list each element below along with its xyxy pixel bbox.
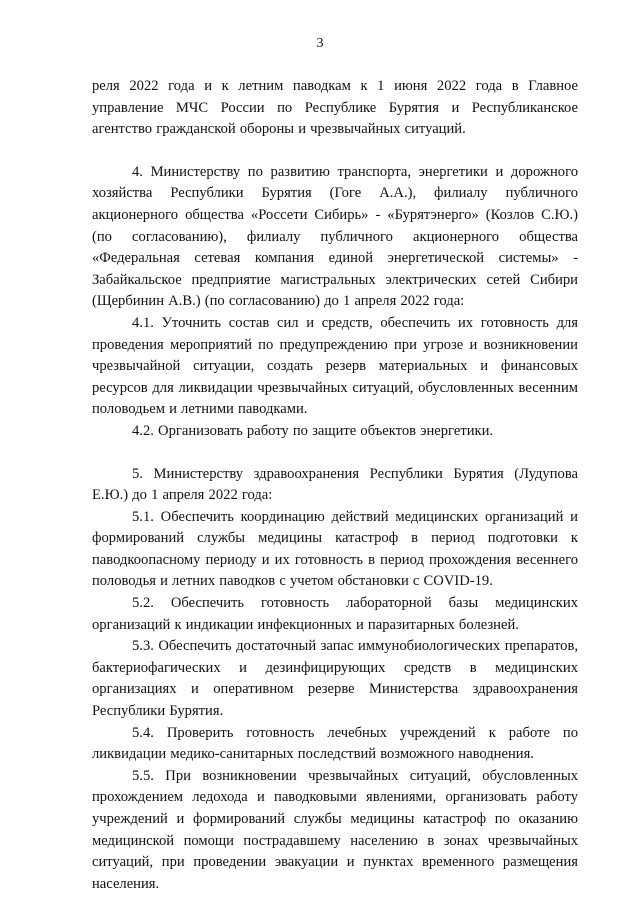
page-number: 3 <box>316 36 324 51</box>
paragraph-item-5-5: 5.5. При возникновении чрезвычайных ситуаций, обусловленных прохождением ледохода и паводковыми явлениями, организовать работу учреждений и формирований службы медицины катастроф по оказанию медицинской помощи пострадавшему населению в зонах чрезвычайных ситуаций, при проведении эвакуации и пунктах временного размещения населения. <box>92 767 578 892</box>
paragraph-item-5-2: 5.2. Обеспечить готовность лабораторной базы медицинских организаций к индикации инфекционных и паразитарных болезней. <box>92 595 578 633</box>
paragraph-item-5-3: 5.3. Обеспечить достаточный запас иммунобиологических препаратов, бактериофагических и дезинфицирующих средств в медицинских организациях и оперативном резерве Министерства здравоохранения Республики Бурятия. <box>92 638 578 720</box>
paragraph-continuation: реля 2022 года и к летним паводкам к 1 июня 2022 года в Главное управление МЧС России по Республике Бурятия и Республиканское агентство гражданской обороны и чрезвычайных ситуаций. <box>92 78 578 138</box>
paragraph-item-5-4: 5.4. Проверить готовность лечебных учреждений к работе по ликвидации медико-санитарных последствий возможного наводнения. <box>92 724 578 763</box>
document-body <box>92 76 578 895</box>
paragraph-item-4: 4. Министерству по развитию транспорта, энергетики и дорожного хозяйства Республики Бурятия (Гоге А.А.), филиалу публичного акционерного общества «Россети Сибирь» - «Бурятэнерго» (Козлов С.Ю.) (по согласованию), филиалу публичного акционерного общества «Федеральная сетевая компания единой энергетической системы» - Забайкальское предприятие магистральных электрических сетей Сибири (Щербинин А.В.) (по согласованию) до 1 апреля 2022 года: <box>92 163 578 310</box>
paragraph-item-5: 5. Министерству здравоохранения Республики Бурятия (Лудупова Е.Ю.) до 1 апреля 2022 года: <box>92 465 578 504</box>
paragraph-item-5-1: 5.1. Обеспечить координацию действий медицинских организаций и формирований службы медицины катастроф в период подготовки к паводкоопасному периоду и их готовность в период прохождения весеннего половодья и летних паводков с учетом обстановки с COVID-19. <box>92 508 578 590</box>
paragraph-item-4-1: 4.1. Уточнить состав сил и средств, обеспечить их готовность для проведения мероприятий по предупреждению при угрозе и возникновении чрезвычайной ситуации, создать резерв материальных и финансовых ресурсов для ликвидации чрезвычайных ситуаций, обусловленных весенним половодьем и летними паводками. <box>92 314 578 418</box>
paragraph-item-4-2: 4.2. Организовать работу по защите объектов энергетики. <box>132 422 494 439</box>
